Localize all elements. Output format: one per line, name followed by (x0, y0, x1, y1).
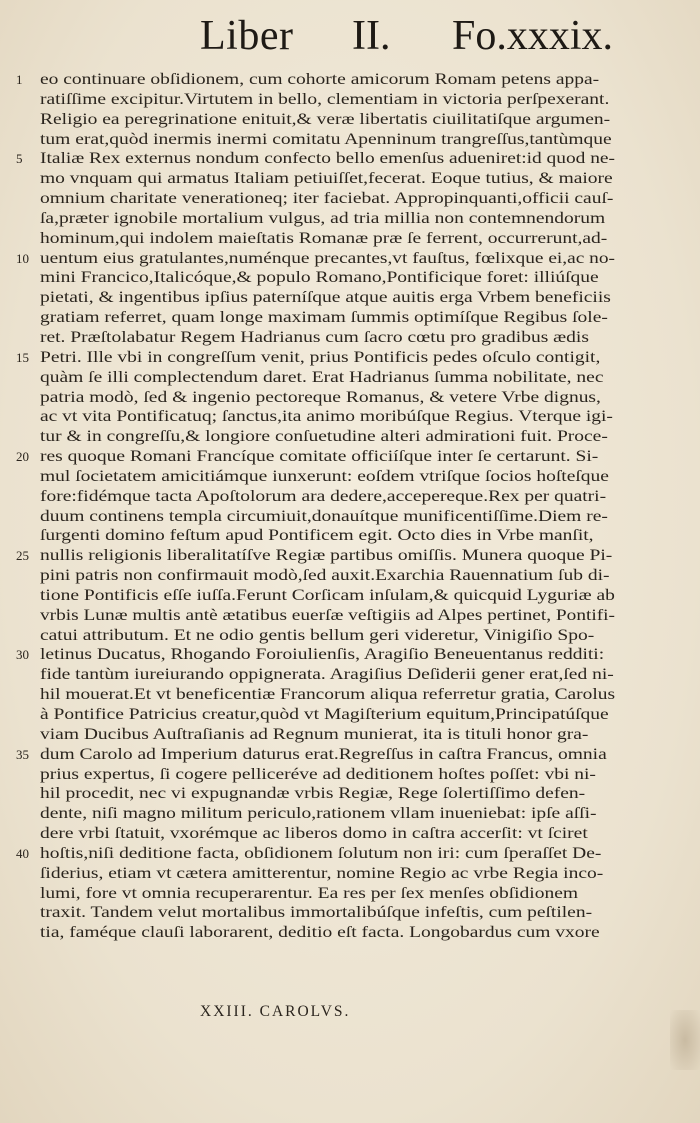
line-text: tur & in congreſſu,& longiore conſuetudine alteri admirationi fuit. Proce- (40, 428, 608, 446)
text-line (16, 447, 615, 467)
line-text: ac vt vita Pontificatuq; ſanctus,ita animo moribúſque Regius. Vterque igi- (40, 408, 613, 426)
line-text: Petri. Ille vbi in congreſſum venit, prius Pontificis pedes oſculo contigit, (40, 348, 601, 366)
line-number: 20 (16, 449, 29, 465)
text-line (40, 328, 615, 348)
text-line (40, 130, 615, 150)
line-text: mini Francico,Italicóque,& populo Romano,Pontificique foret: illiúſque (40, 269, 599, 287)
text-line (40, 229, 615, 249)
text-line (40, 189, 615, 209)
line-text: ſiderius, etiam vt cætera amitterentur, nomine Regio ac vrbe Regia inco- (40, 864, 604, 882)
text-line (16, 745, 615, 765)
line-text: omnium charitate venerationeq; iter faciebat. Appropinquanti,officii cauſ- (40, 190, 614, 208)
body-text (16, 70, 615, 943)
text-line (16, 149, 615, 169)
text-line (40, 169, 615, 189)
text-line (40, 507, 615, 527)
text-line (40, 685, 615, 705)
text-line (40, 467, 615, 487)
line-text: tione Pontificis eſſe iuſſa.Ferunt Corſicam inſulam,& quicquid Lyguriæ ab (40, 586, 615, 604)
text-line (40, 765, 615, 785)
line-text: res quoque Romani Francíque comitate officiíſque inter ſe certarunt. Si- (40, 448, 599, 466)
line-text: gratiam referret, quam longe maximam ſummis optimíſque Regibus ſole- (40, 309, 608, 327)
line-text: Italiæ Rex externus nondum confecto bello emenſus adueniret:id quod ne- (40, 150, 615, 168)
line-text: dum Carolo ad Imperium daturus erat.Regreſſus in caſtra Francus, omnia (40, 745, 607, 763)
line-number: 35 (16, 746, 29, 762)
text-line (40, 526, 615, 546)
text-line (40, 725, 615, 745)
line-text: lumi, fore vt omnia recuperarentur. Ea res per ſex menſes obſidionem (40, 884, 579, 902)
text-line (16, 249, 615, 269)
text-line (40, 586, 615, 606)
text-line (40, 804, 615, 824)
line-text: tum erat,quòd inermis inermi comitatu Apenninum trangreſſus,tantùmque (40, 130, 612, 148)
line-number: 10 (16, 250, 29, 266)
line-text: catui attributum. Et ne odio gentis bellum geri videretur, Vinigiſio Spo- (40, 626, 595, 644)
line-text: pietati, & ingentibus ipſius paterníſque atque auitis erga Vrbem beneficiis (40, 289, 611, 307)
text-line (16, 70, 615, 90)
text-line (40, 606, 615, 626)
text-line (40, 784, 615, 804)
line-text: traxit. Tandem velut mortalibus immortalibúſque infeſtis, cum peſtilen- (40, 904, 593, 922)
text-line (40, 705, 615, 725)
line-text: vrbis Lunæ multis antè ætatibus euerſæ veſtigiis ad Alpes pertinet, Pontifi- (40, 606, 615, 624)
line-number: 25 (16, 548, 29, 564)
line-text: tia, faméque clauſi laborarent, deditio eſt facta. Longobardus cum vxore (40, 924, 600, 942)
line-text: ratiſſime excipitur.Virtutem in bello, clementiam in victoria perſpexerant. (40, 90, 610, 108)
line-text: pini patris non confirmauit modò,ſed auxit.Exarchia Rauennatium ſub di- (40, 567, 610, 585)
text-line (40, 487, 615, 507)
text-line (16, 844, 615, 864)
text-line (40, 368, 615, 388)
text-line (40, 209, 615, 229)
text-line (40, 268, 615, 288)
line-text: ret. Præſtolabatur Regem Hadrianus cum ſacro cœtu pro gradibus ædis (40, 328, 589, 346)
text-line (40, 308, 615, 328)
text-line (40, 665, 615, 685)
line-text: fide tantùm iureiurando oppignerata. Aragiſius Deſiderii gener erat,ſed ni- (40, 666, 614, 684)
line-text: patria modò, ſed & ingenio pectoreque Romanus, & vetere Vrbe dignus, (40, 388, 601, 406)
text-line (40, 90, 615, 110)
line-text: letinus Ducatus, Rhogando Foroiulienſis, Aragiſio Beneuentanus redditi: (40, 646, 605, 664)
line-number: 5 (16, 151, 23, 167)
text-line (40, 427, 615, 447)
signature-mark: XXIII. CAROLVS. (200, 1003, 351, 1020)
line-text: dere vrbi ſtatuit, vxorémque ac liberos domo in caſtra accerſit: vt ſciret (40, 825, 588, 843)
text-line (40, 288, 615, 308)
line-text: Religio ea peregrinatione enituit,& veræ libertatis ciuilitatiſque argumen- (40, 110, 611, 128)
text-line (40, 884, 615, 904)
line-text: uentum eius gratulantes,numénque precantes,vt fauſtus, fœlixque ei,ac no- (40, 249, 615, 267)
line-number: 30 (16, 647, 29, 663)
line-text: hil mouerat.Et vt beneficentiæ Francorum aliqua referretur gratia, Carolus (40, 686, 615, 704)
line-text: ſurgenti domino feſtum apud Pontificem egit. Octo dies in Vrbe manſit, (40, 527, 594, 545)
running-header (0, 6, 700, 66)
text-line (40, 923, 615, 943)
paper-stain (670, 1010, 700, 1070)
text-line (40, 566, 615, 586)
line-text: hoſtis,niſi deditione facta, obſidionem ſolutum non iri: cum ſperaſſet De- (40, 844, 602, 862)
text-line (16, 348, 615, 368)
text-line (40, 110, 615, 130)
line-number: 1 (16, 72, 23, 87)
text-line (40, 903, 615, 923)
header-folio-number: Fo.xxxix. (452, 13, 614, 59)
line-text: dente, niſi magno militum periculo,rationem vllam inueniebat: ipſe aſſi- (40, 805, 597, 823)
line-text: fore:fidémque tacta Apoſtolorum ara dedere,accepereque.Rex per quatri- (40, 487, 607, 505)
text-line (40, 388, 615, 408)
line-text: duum continens templa circumiuit,donauítque munificentiſſime.Diem re- (40, 507, 608, 525)
line-number: 40 (16, 845, 29, 861)
line-text: viam Ducibus Auſtraſianis ad Regnum munierat, ita is tituli honor gra- (40, 725, 589, 743)
line-text: prius expertus, ſi cogere pelliceréve ad deditionem hoſtes poſſet: vbi ni- (40, 765, 596, 783)
line-text: à Pontifice Patricius creatur,quòd vt Magiſterium equitum,Principatúſque (40, 706, 609, 723)
header-book-label: Liber (200, 13, 294, 59)
text-line (40, 824, 615, 844)
line-text: ſa,præter ignobile mortalium vulgus, ad tria millia non contemnendorum (40, 209, 606, 227)
text-line (40, 626, 615, 646)
text-line (40, 864, 615, 884)
text-line (16, 645, 615, 665)
line-text: mul ſocietatem amicitiámque iunxerunt: eoſdem vtriſque ſocios hoſteſque (40, 467, 609, 485)
text-line (16, 546, 615, 566)
line-text: mo vnquam qui armatus Italiam petiuiſſet,fecerat. Eoque tutius, & maiore (40, 170, 613, 188)
text-line (40, 407, 615, 427)
line-text: nullis religionis liberalitatíſve Regiæ partibus omiſſis. Munera quoque Pi- (40, 547, 613, 565)
line-text: hil procedit, nec vi expugnandæ vrbis Regiæ, Rege ſolertiſſimo defen- (40, 785, 586, 803)
header-book-number: II. (352, 13, 391, 59)
line-text: hominum,qui indolem maieſtatis Romanæ præ ſe ferrent, occurrerunt,ad- (40, 229, 608, 247)
line-text: quàm ſe illi complectendum daret. Erat Hadrianus ſumma nobilitate, nec (40, 368, 604, 386)
line-text: eo continuare obſidionem, cum cohorte amicorum Romam petens appa- (40, 71, 600, 88)
line-number: 15 (16, 349, 29, 365)
